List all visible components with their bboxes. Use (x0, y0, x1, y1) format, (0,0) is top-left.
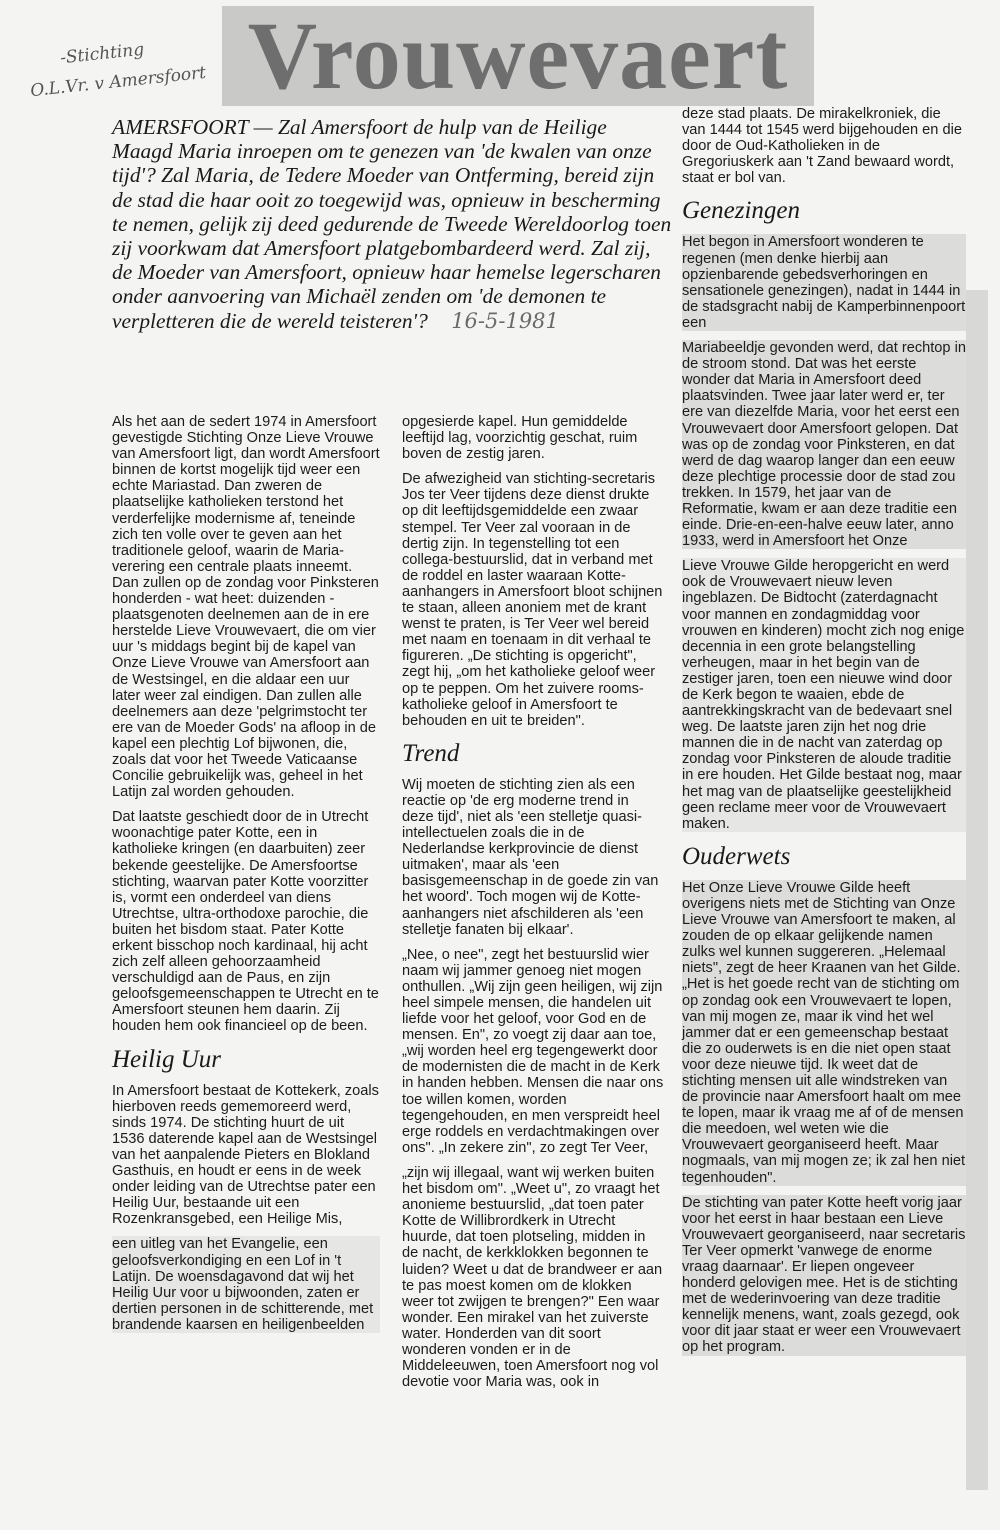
subheading-ouderwets: Ouderwets (682, 842, 791, 870)
col2-paragraph-1: opgesierde kapel. Hun gemiddelde leeftijd lag, voorzichtig geschat, ruim boven de zestig jaren. (402, 414, 638, 463)
col1-paragraph-1: Als het aan de sedert 1974 in Amersfoort gevestigde Stichting Onze Lieve Vrouwe van Amersfoort ligt, dan wordt Amersfoort binnen de kortst mogelijk tijd weer een echte Mariastad. Dan zweren de plaatselijke katholieken terstond het verderfelijke modernisme af, teneinde zich ten volle over te geven aan het traditionele geloof, waarin de Maria-verering een centrale plaats inneemt. Dan zullen op de zondag voor Pinksteren honderden - wat heet: duizenden - plaatsgenoten deelnemen aan de in ere herstelde Lieve Vrouwevaert, die om vier uur 's middags begint bij de kapel van Onze Lieve Vrouwe van Amersfoort aan de Westsingel, en die aldaar een uur later weer zal eindigen. Dan zullen alle deelnemers aan deze 'pelgrimstocht ter ere van de Moeder Gods' na afloop in de kapel een plechtig Lof bijwonen, die, zoals dat voor het Tweede Vaticaanse Concilie gebruikelijk was, geheel in het Latijn zal worden gehouden. (112, 414, 380, 801)
subheading-trend: Trend (402, 739, 460, 767)
lead-paragraph (112, 115, 672, 333)
col3-paragraph-1: deze stad plaats. De mirakelkroniek, die van 1444 tot 1545 werd bijgehouden en die door de Oud-Katholieken in de Gregoriuskerk aan 't Zand bewaard wordt, staat er bol van. (682, 106, 962, 187)
col2-paragraph-4: „Nee, o nee", zegt het bestuurslid wier naam wij jammer genoeg niet mogen onthullen. „Wij zijn geen heiligen, wij zijn heel simpele mensen, die handelen uit liefde voor het geloof, voor God en de mensen. En", zo voegt zij daar aan toe, „wij worden heel erg tegengewerkt door de modernisten die de macht in de Kerk in handen hebben. Mensen die naar ons toe willen komen, worden tegengehouden, en men verspreidt heel erge roddels en verdachtmakingen over ons". „In zekere zin", zo zegt Ter Veer, (402, 946, 664, 1156)
handwritten-note-line2: O.L.Vr. v Amersfoort (29, 62, 207, 102)
handwritten-note-line1: -Stichting (59, 39, 146, 69)
handwritten-date: 16-5-1981 (451, 308, 559, 333)
col2-paragraph-3: Wij moeten de stichting zien als een reactie op 'de erg moderne trend in deze tijd', niet als 'een stelletje quasi-intellectuelen zoals die in de Nederlandse kerkprovincie de dienst uitmaken', maar als 'een basisgemeenschap in de goede zin van het woord'. Toch mogen wij de Kotte-aanhangers niet afschilderen als 'een stelletje fanaten bij elkaar'. (402, 776, 659, 938)
clipping-shade-right (966, 290, 988, 1490)
masthead (222, 6, 814, 106)
subheading-genezingen: Genezingen (682, 197, 801, 225)
col3-paragraph-2: Het begon in Amersfoort wonderen te regenen (men denke hierbij aan opzienbarende gebedsverhoringen en sensationele genezingen), nadat in 1444 in de stadsgracht nabij de Kamperbinnenpoort een (682, 234, 966, 331)
article-column-3 (682, 106, 966, 1365)
col2-paragraph-5: „zijn wij illegaal, want wij werken buiten het bisdom om". „Weet u", zo vraagt het anonieme bestuurslid, „dat toen pater Kotte de Willibrordkerk in Utrecht huurde, dat toen plotseling, midden in de nacht, de kerkklokken begonnen te luiden? Weet u dat de brandweer er aan te pas moest komen om de klokken weer tot zwijgen te brengen?" Een waar wonder. Een mirakel van het zuiverste water. Honderden van dit soort wonderen vonden er in de Middeleeuwen, toen Amersfoort nog vol devotie voor Maria was, ook in (402, 1164, 663, 1391)
col1-paragraph-3: In Amersfoort bestaat de Kottekerk, zoals hierboven reeds gememoreerd werd, sinds 1974. De stichting huurt de uit 1536 daterende kapel aan de Westsingel van het aanpalende Pieters en Blokland Gasthuis, en houdt er eens in de week onder leiding van de Utrechtse pater een Heilig Uur, bestaande uit een Rozenkransgebed, een Heilige Mis, (112, 1082, 379, 1228)
col1-paragraph-4: een uitleg van het Evangelie, een geloofsverkondiging en een Lof in 't Latijn. De woensdagavond dat wij het Heilig Uur voor u bijwoonden, zaten er dertien personen in de schitterende, met brandende kaarsen en heiligenbeelden (112, 1236, 380, 1333)
col1-paragraph-2: Dat laatste geschiedt door de in Utrecht woonachtige pater Kotte, een in katholieke kringen (en daarbuiten) zeer bekende geestelijke. De Amersfoortse stichting, waarvan pater Kotte voorzitter is, vormt een onderdeel van diens Utrechtse, ultra-orthodoxe parochie, die buiten het bisdom staat. Pater Kotte erkent bisschop noch kardinaal, hij acht zich zelf alleen gehoorzaamheid verschuldigd aan de Paus, en zijn geloofsgemeenschappen te Utrecht en te Amersfoort steunen hem daarin. Zij houden hem ook financieel op de been. (112, 809, 379, 1035)
article-column-1 (112, 414, 380, 1342)
masthead-title: Vrouwevaert (247, 6, 789, 106)
subheading-heilig-uur: Heilig Uur (112, 1045, 222, 1073)
col3-paragraph-5: Het Onze Lieve Vrouwe Gilde heeft overigens niets met de Stichting van Onze Lieve Vrouwe van Amersfoort te maken, al zouden de op elkaar gelijkende namen zulks wel kunnen suggereren. „Helemaal niets", zegt de heer Kraanen van het Gilde. „Het is het goede recht van de stichting om op zondag ook een Vrouwevaert te lopen, van mij mogen ze, maar ik vind het wel jammer dat er een gemeenschap bestaat die zo ouderwets is en die niet open staat voor deze nieuwe tijd. Ik weet dat de stichting mensen uit alle windstreken van de provincie naar Amersfoort haalt om mee te lopen, maar ik vraag me af of de mensen die meedoen, wel weten wie die Vrouwevaert georganiseerd heeft. Maar nogmaals, van mij mogen ze; ik zal hen niet tegenhouden". (682, 879, 966, 1186)
col3-paragraph-6: De stichting van pater Kotte heeft vorig jaar voor het eerst in haar bestaan een Lieve Vrouwevaert georganiseerd, naar secretaris Ter Veer opmerkt 'vanwege de enorme vraag daarnaar'. Er liepen ongeveer honderd gelovigen mee. Het is de stichting met de wederinvoering van deze traditie kennelijk menens, want, zoals gezegd, ook voor dit jaar staat er weer een Vrouwevaert op het program. (682, 1194, 966, 1356)
col3-paragraph-3: Mariabeeldje gevonden werd, dat rechtop in de stroom stond. Dat was het eerste wonder dat Maria in Amersfoort deed plaatsvinden. Twee jaar later werd er, ter ere van diezelfde Maria, voor het eerst een Vrouwevaert door Amersfoort gelopen. Dat was op de zondag voor Pinksteren, en dat werd de dag waarop langer dan een eeuw deze plechtige processie door de stad zou trekken. In 1579, het jaar van de Reformatie, kwam er aan deze traditie een einde. Drie-en-een-halve eeuw later, anno 1933, werd in Amersfoort het Onze (682, 340, 966, 550)
col3-paragraph-4: Lieve Vrouwe Gilde heropgericht en werd ook de Vrouwevaert nieuw leven ingeblazen. De Bidtocht (zaterdagnacht voor mannen en zondagmiddag voor vrouwen en kinderen) mocht zich nog enige decennia in een grote belangstelling verheugen, maar in het begin van de zestiger jaren, toen een nieuwe wind door de Kerk begon te waaien, ebde de aantrekkingskracht van de bedevaart snel weg. De laatste jaren zijn het nog drie mannen die in de nacht van zaterdag op zondag voor Pinksteren de aloude traditie in ere houden. Het Gilde bestaat nog, maar het mag van de plaatselijke geestelijkheid geen reclame meer voor de Vrouwevaert maken. (682, 558, 965, 832)
lead-text: AMERSFOORT — Zal Amersfoort de hulp van de Heilige Maagd Maria inroepen om te genezen van 'de kwalen van onze tijd'? Zal Maria, de Tedere Moeder van Ontferming, bereid zijn de stad die haar ooit zo toegewijd was, opnieuw in bescherming te nemen, gelijk zij deed gedurende de Tweede Wereldoorlog toen zij voorkwam dat Amersfoort platgebombardeerd werd. Zal zij, de Moeder van Amersfoort, opnieuw haar hemelse legerscharen onder aanvoering van Michaël zenden om 'de demonen te verpletteren die de wereld teisteren'? (112, 115, 672, 333)
col2-paragraph-2: De afwezigheid van stichting-secretaris Jos ter Veer tijdens deze dienst drukte op dit leeftijdsgemiddelde een zwaar stempel. Ter Veer zal vooraan in de dertig zijn. In tegenstelling tot een collega-bestuurslid, dat in verband met de roddel en laster waaraan Kotte-aanhangers in Amersfoort bloot schijnen te staan, alleen anoniem met de krant wenst te praten, is Ter Veer wel bereid met naam en toenaam in dit verhaal te figureren. „De stichting is opgericht", zegt hij, „om het katholieke geloof weer op te peppen. Om het zuivere rooms-katholieke geloof in Amersfoort te behouden en uit te breiden". (402, 471, 663, 729)
article-column-2 (402, 414, 664, 1399)
